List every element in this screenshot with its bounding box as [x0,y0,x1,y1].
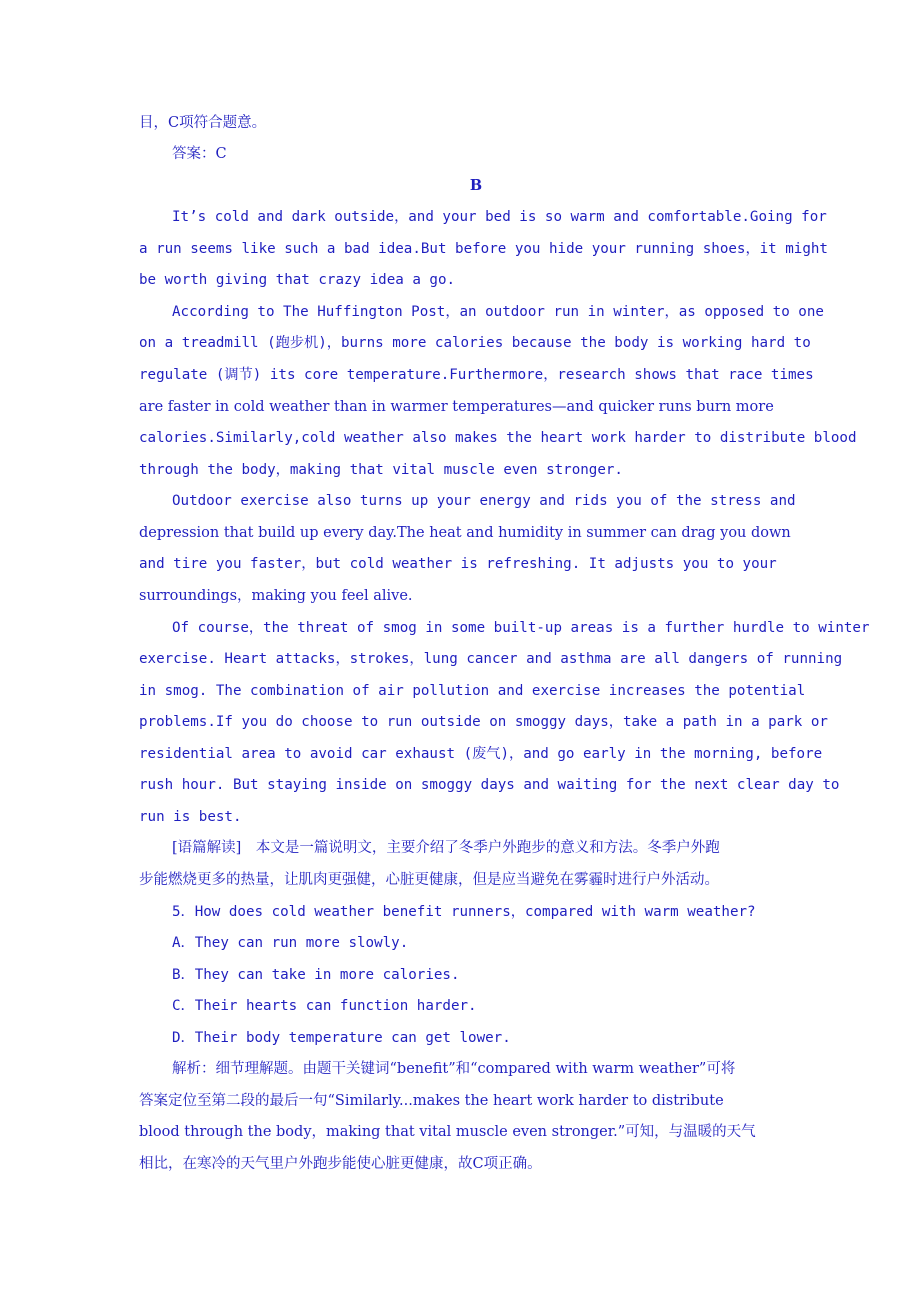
option-d: D．Their body temperature can get lower. [172,1030,511,1046]
passage-line: a run seems like such a bad idea.But before you hide your running shoes，it might [139,241,828,257]
passage-line: are faster in cold weather than in warmer temperatures—and quicker runs burn more [139,399,774,415]
question-stem: 5．How does cold weather benefit runners，compared with warm weather? [172,904,756,920]
passage-line: rush hour. But staying inside on smoggy days and waiting for the next clear day to [139,777,840,793]
option-b: B．They can take in more calories. [172,967,460,983]
explanation-line: 解析：细节理解题。由题干关键词“benefit”和“compared with warm weather”可将 [172,1061,736,1077]
explanation-line: 相比，在寒冷的天气里户外跑步能使心脏更健康，故C项正确。 [139,1156,542,1172]
passage-line: exercise. Heart attacks，strokes，lung cancer and asthma are all dangers of running [139,651,843,667]
passage-line: Outdoor exercise also turns up your energy and rids you of the stress and [172,493,796,509]
passage-line: residential area to avoid car exhaust (废气)，and go early in the morning, before [139,746,823,762]
passage-line: run is best. [139,809,242,825]
passage-line: According to The Huffington Post，an outdoor run in winter，as opposed to one [172,304,824,320]
passage-line: and tire you faster，but cold weather is refreshing. It adjusts you to your [139,556,777,572]
passage-line: Of course，the threat of smog in some built-up areas is a further hurdle to winter [172,620,870,636]
passage-line: in smog. The combination of air pollution and exercise increases the potential [139,683,806,699]
passage-line: It’s cold and dark outside，and your bed is so warm and comfortable.Going for [172,209,827,225]
passage-line: depression that build up every day.The heat and humidity in summer can drag you down [139,525,791,541]
passage-line: calories.Similarly,cold weather also makes the heart work harder to distribute blood [139,430,857,446]
discourse-analysis-line: [语篇解读] 本文是一篇说明文，主要介绍了冬季户外跑步的意义和方法。冬季户外跑 [172,840,720,856]
passage-line: surroundings，making you feel alive. [139,588,413,604]
discourse-analysis-line: 步能燃烧更多的热量，让肌肉更强健，心脏更健康，但是应当避免在雾霾时进行户外活动。 [139,872,719,888]
answer-line: 答案：C [172,146,227,162]
option-a: A．They can run more slowly. [172,935,409,951]
explanation-line: 答案定位至第二段的最后一句“Similarly...makes the heart work harder to distribute [139,1093,724,1109]
passage-line: be worth giving that crazy idea a go. [139,272,456,288]
explanation-line: blood through the body，making that vital muscle even stronger.”可知，与温暖的天气 [139,1124,756,1140]
passage-line: regulate (调节) its core temperature.Furthermore，research shows that race times [139,367,814,383]
passage-line: through the body，making that vital muscle even stronger. [139,462,623,478]
option-c: C．Their hearts can function harder. [172,998,477,1014]
text-line: 目，C项符合题意。 [139,115,267,131]
passage-line: problems.If you do choose to run outside on smoggy days，take a path in a park or [139,714,828,730]
passage-line: on a treadmill (跑步机)，burns more calories because the body is working hard to [139,335,811,351]
section-heading: B [469,177,483,194]
